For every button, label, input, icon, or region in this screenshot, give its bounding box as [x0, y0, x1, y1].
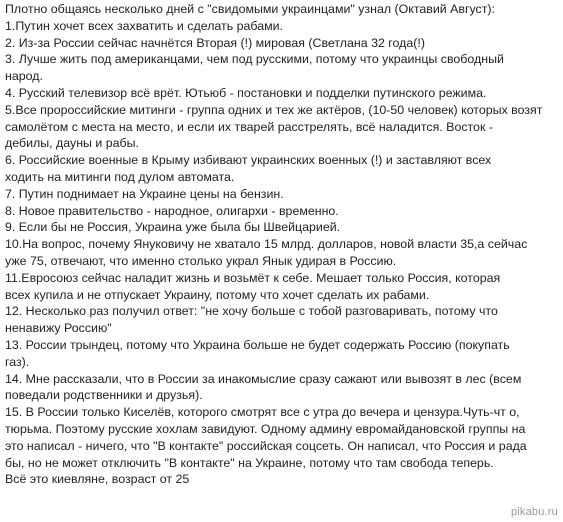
text-line: 14. Мне рассказали, что в России за инакомыслие сразу сажают или вывозят в лес (всем	[5, 371, 522, 386]
text-line: Плотно общаясь несколько дней с "свидомыми украинцами" узнал (Октавий Август):	[5, 2, 495, 16]
text-line: 4. Русский телевизор всё врёт. Ютьюб - постановки и подделки путинского режима.	[5, 85, 487, 100]
text-line: всех купила и не отпускает Украину, потому что хочет сделать их рабами.	[5, 287, 430, 302]
text-line: 9. Если бы не Россия, Украина уже была бы Швейцарией.	[5, 220, 341, 235]
text-line: народ.	[5, 69, 43, 84]
text-line: газ).	[5, 354, 30, 369]
text-document	[5, 1, 560, 488]
text-line: 15. В России только Киселёв, которого смотрят все с утра до вечера и цензура.Чуть-чт о,	[5, 405, 520, 420]
text-line: поведали родственники и друзья).	[5, 388, 203, 403]
text-line: 1.Путин хочет всех захватить и сделать рабами.	[5, 18, 283, 33]
text-line: бы, но не может отключить "В контакте" на Украине, потому что там свобода теперь.	[5, 455, 494, 470]
text-line: 10.На вопрос, почему Януковичу не хватало 15 млрд. долларов, новой власти 35,а сейчас	[5, 237, 528, 252]
text-line: 8. Новое правительство - народное, олигархи - временно.	[5, 203, 339, 218]
text-line: 6. Российские военные в Крыму избивают украинских военных (!) и заставляют всех	[5, 153, 492, 168]
text-line: 12. Несколько раз получил ответ: "не хочу больше с тобой разговаривать, потому что	[5, 304, 498, 319]
text-line: Всё это киевляне, возраст от 25	[5, 472, 190, 487]
text-line: это написал - ничего, что "В контакте" российская соцсеть. Он написал, что Россия и рада	[5, 438, 527, 453]
text-line: 11.Евросоюз сейчас наладит жизнь и возьмёт к себе. Мешает только Россия, которая	[5, 270, 501, 285]
text-line: ходить на митинги под дулом автомата.	[5, 169, 235, 184]
text-line: тюрьма. Поэтому русские хохлам завидуют. Одному админу евромайдановской группы на	[5, 421, 526, 436]
site-watermark: pikabu.ru	[510, 506, 558, 518]
text-line: 5.Все пророссийские митинги - группа одних и тех же актёров, (10-50 человек) которых возят	[5, 102, 543, 117]
text-line: 7. Путин поднимает на Украине цены на бензин.	[5, 186, 284, 201]
text-line: самолётом с места на место, и если их тварей расстрелять, всё наладится. Восток -	[5, 119, 493, 134]
text-line: 13. России трындец, потому что Украина больше не будет содержать Россию (покупать	[5, 337, 510, 352]
text-line: дебилы, дауны и рабы.	[5, 136, 139, 151]
text-line: 2. Из-за России сейчас начнётся Вторая (!) мировая (Светлана 32 года(!)	[5, 35, 425, 50]
text-line: ненавижу Россию"	[5, 321, 112, 336]
text-line: 3. Лучше жить под американцами, чем под русскими, потому что украинцы свободный	[5, 52, 504, 67]
text-line: уже 75, отвечают, что именно столько украл Янык удирая в Россию.	[5, 253, 397, 268]
